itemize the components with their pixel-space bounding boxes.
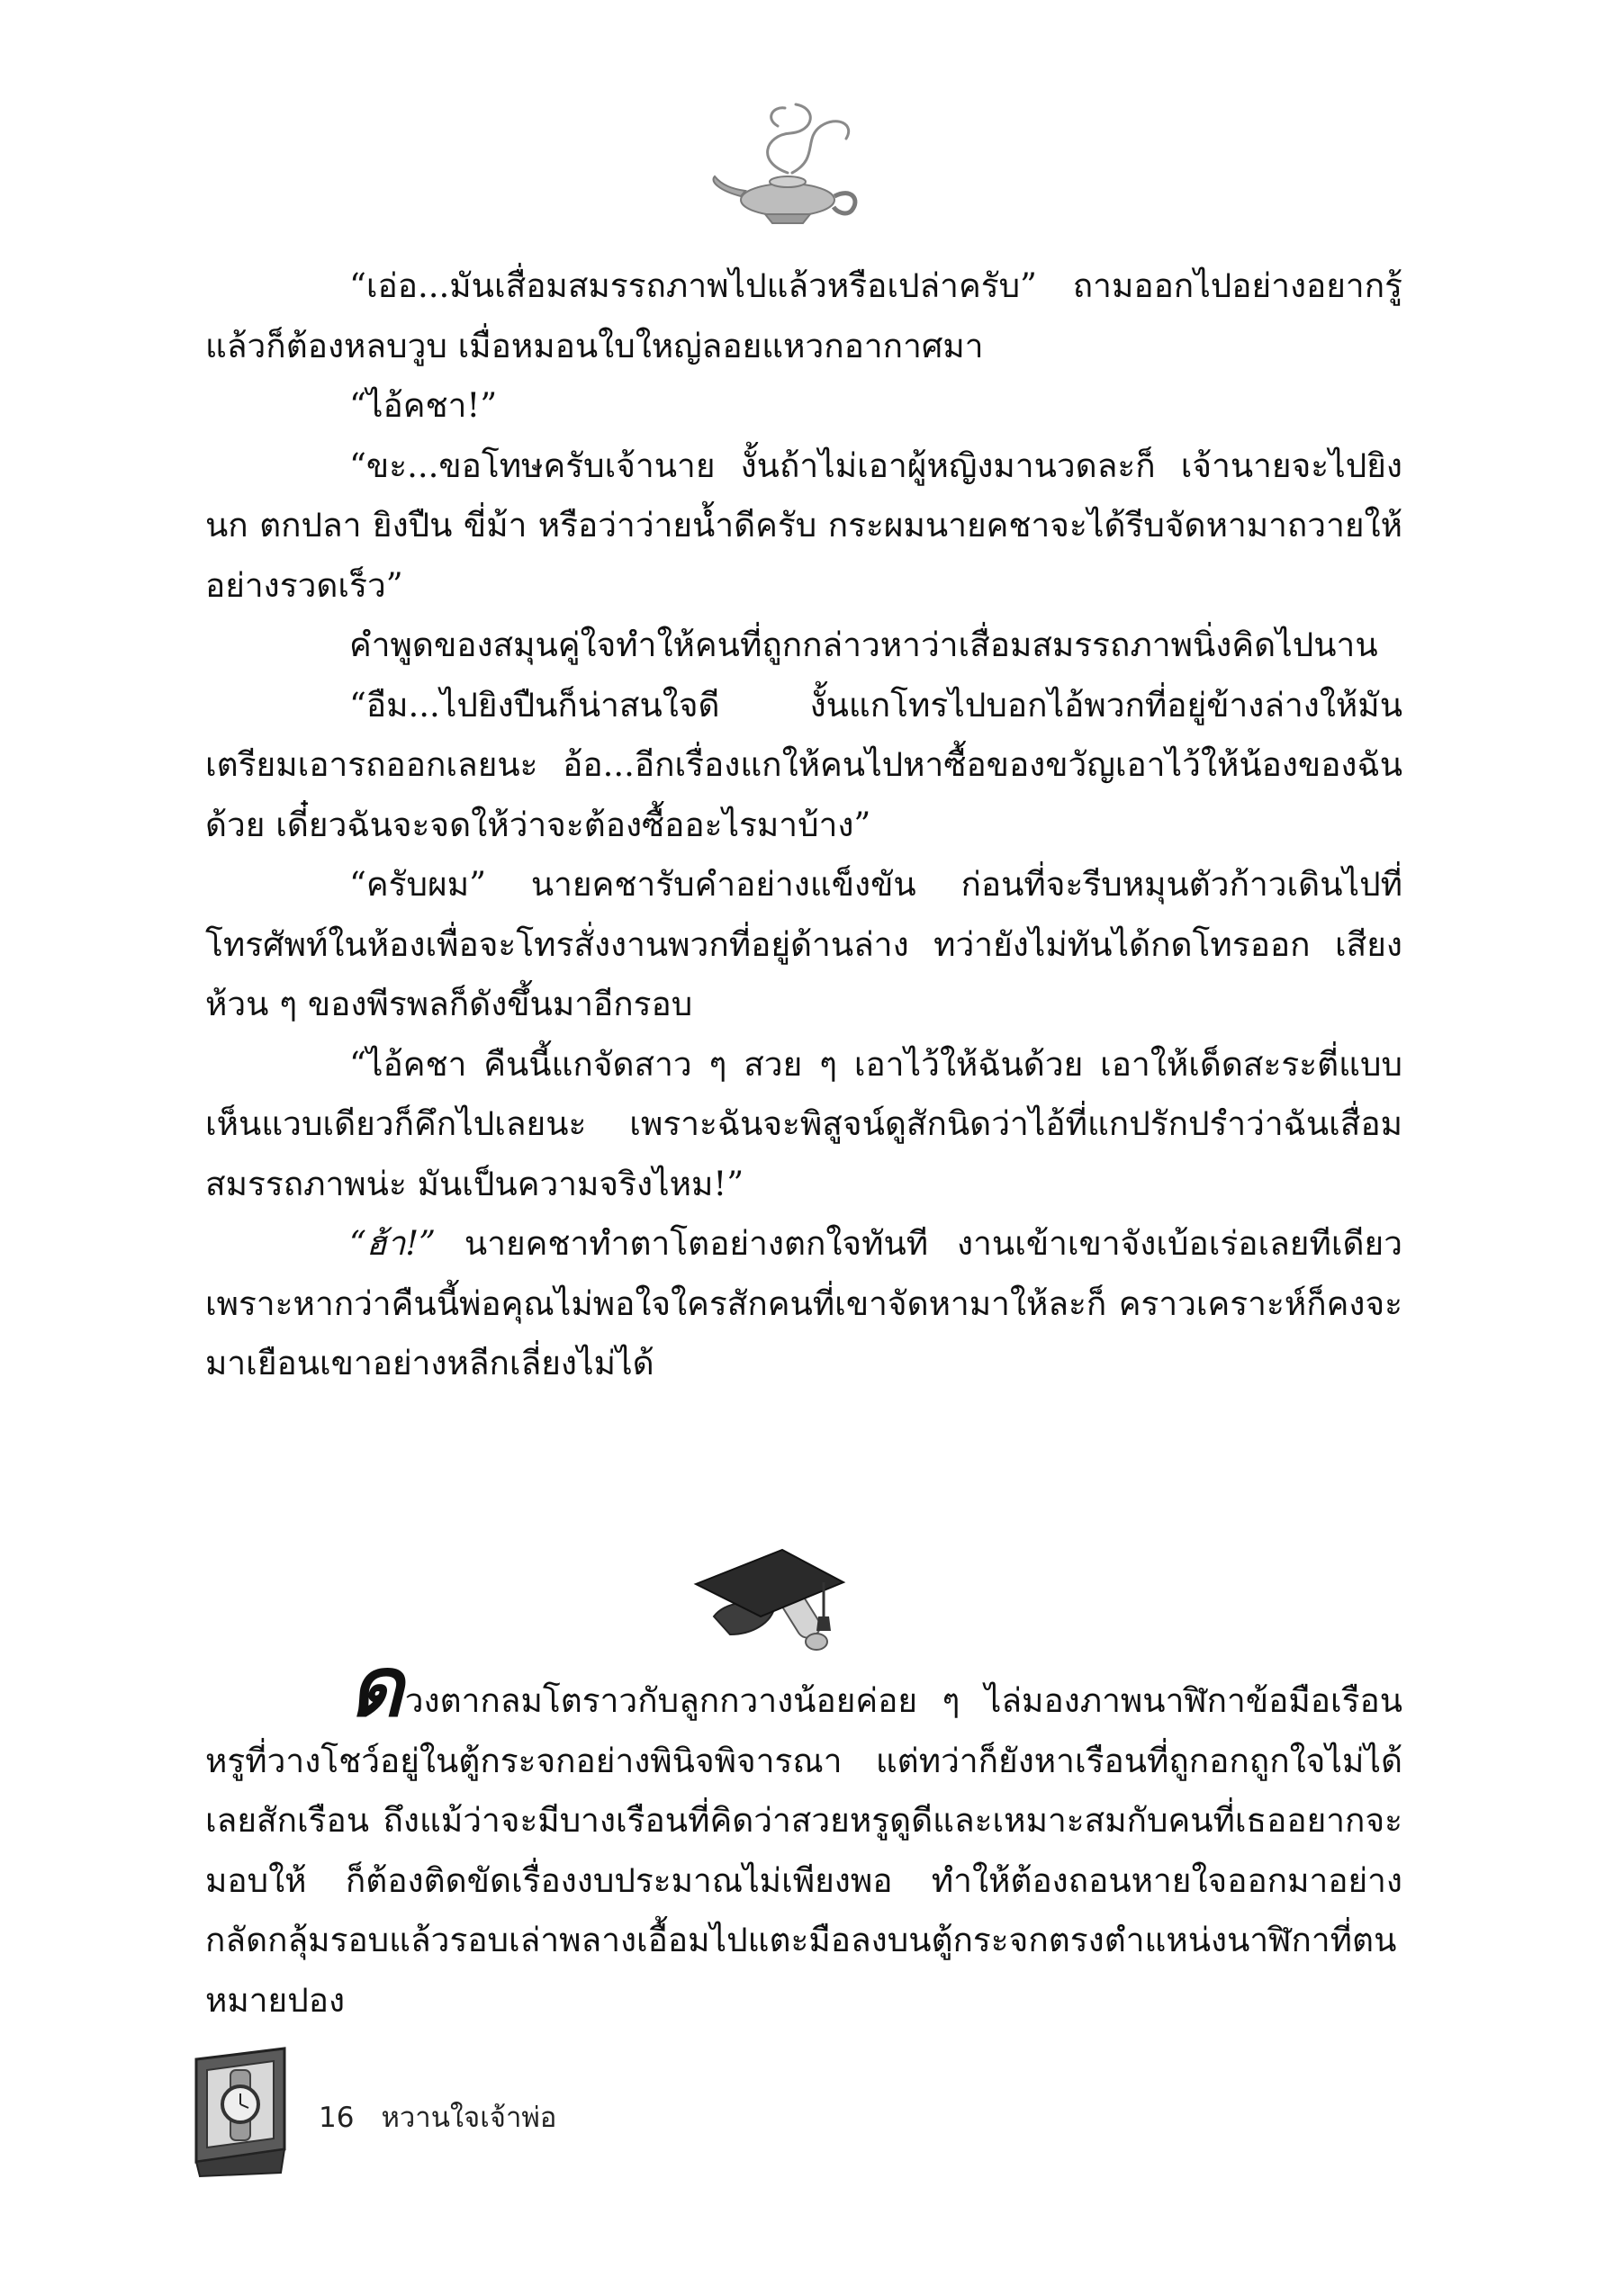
story-text-block-1: [205, 257, 1402, 1394]
book-title: หวานใจเจ้าพ่อ: [381, 2102, 557, 2134]
paragraph: “เอ่อ...มันเสื่อมสมรรถภาพไปแล้วหรือเปล่าครับ” ถามออกไปอย่างอยากรู้ แล้วก็ต้องหลบวูบ เมื่อหมอนใบใหญ่ลอยแหวกอากาศมา: [205, 266, 1402, 365]
paragraph: “ไอ้คชา คืนนี้แกจัดสาว ๆ สวย ๆ เอาไว้ให้ฉันด้วย เอาให้เด็ดสะระตี่แบบเห็นแวบเดียวก็คึกไปเลยนะ เพราะฉันจะพิสูจน์ดูสักนิดว่าไอ้ที่แกปรักปรำว่าฉันเสื่อมสมรรถภาพน่ะ มันเป็นความจริงไหม!”: [205, 1044, 1402, 1203]
story-text-block-2: [205, 1639, 1402, 2030]
paragraph: “ครับผม” นายคชารับคำอย่างแข็งขัน ก่อนที่จะรีบหมุนตัวก้าวเดินไปที่โทรศัพท์ในห้องเพื่อจะโทรสั่งงานพวกที่อยู่ด้านล่าง ทว่ายังไม่ทันได้กดโทรออก เสียงห้วน ๆ ของพีรพลก็ดังขึ้นมาอีกรอบ: [205, 865, 1402, 1023]
drop-cap: ด: [349, 1639, 403, 1735]
paragraph-text: วงตากลมโตราวกับลูกกวางน้อยค่อย ๆ ไล่มองภาพนาฬิกาข้อมือเรือนหรูที่วางโชว์อยู่ในตู้กระจกอย่างพินิจพิจารณา แต่ทว่าก็ยังหาเรือนที่ถูกอกถูกใจไม่ได้เลยสักเรือน ถึงแม้ว่าจะมีบางเรือนที่คิดว่าสวยหรูดูดีและเหมาะสมกับคนที่เธออยากจะมอบให้ ก็ต้องติดขัดเรื่องงบประมาณไม่เพียงพอ ทำให้ต้องถอนหายใจออกมาอย่างกลัดกลุ้มรอบแล้วรอบเล่าพลางเอื้อมไปแตะมือลงบนตู้กระจกตรงตำแหน่งนาฬิกาที่ตนหมายปอง: [205, 1681, 1402, 2020]
paragraph: “อืม...ไปยิงปืนก็น่าสนใจดี งั้นแกโทรไปบอกไอ้พวกที่อยู่ข้างล่างให้มันเตรียมเอารถออกเลยนะ อ้อ...อีกเรื่องแกให้คนไปหาซื้อของขวัญเอาไว้ให้น้องของฉันด้วย เดี๋ยวฉันจะจดให้ว่าจะต้องซื้ออะไรมาบ้าง”: [205, 685, 1402, 844]
page-number: 16: [319, 2102, 355, 2134]
paragraph-text: นายคชาทำตาโตอย่างตกใจทันที งานเข้าเขาจังเบ้อเร่อเลยทีเดียว เพราะหากว่าคืนนี้พ่อคุณไม่พอใจใครสักคนที่เขาจัดหามาให้ละก็ คราวเคราะห์ก็คงจะมาเยือนเขาอย่างหลีกเลี่ยงไม่ได้: [205, 1224, 1402, 1382]
paragraph: “ไอ้คชา!”: [349, 386, 498, 425]
watch-box-icon: [191, 2043, 290, 2178]
exclamation-italic: “ฮ้า!”: [349, 1224, 437, 1263]
page-footer: [319, 2094, 556, 2139]
genie-lamp-icon: [702, 99, 873, 234]
paragraph: คำพูดของสมุนคู่ใจทำให้คนที่ถูกกล่าวหาว่าเสื่อมสมรรถภาพนิ่งคิดไปนาน: [349, 626, 1378, 664]
paragraph: [205, 1639, 1402, 2030]
paragraph: “ขะ...ขอโทษครับเจ้านาย งั้นถ้าไม่เอาผู้หญิงมานวดละก็ เจ้านายจะไปยิงนก ตกปลา ยิงปืน ขี่ม้า หรือว่าว่ายน้ำดีครับ กระผมนายคชาจะได้รีบจัดหามาถวายให้อย่างรวดเร็ว”: [205, 446, 1402, 605]
graduation-cap-diploma-icon: [689, 1530, 851, 1665]
paragraph: [205, 1214, 1402, 1394]
